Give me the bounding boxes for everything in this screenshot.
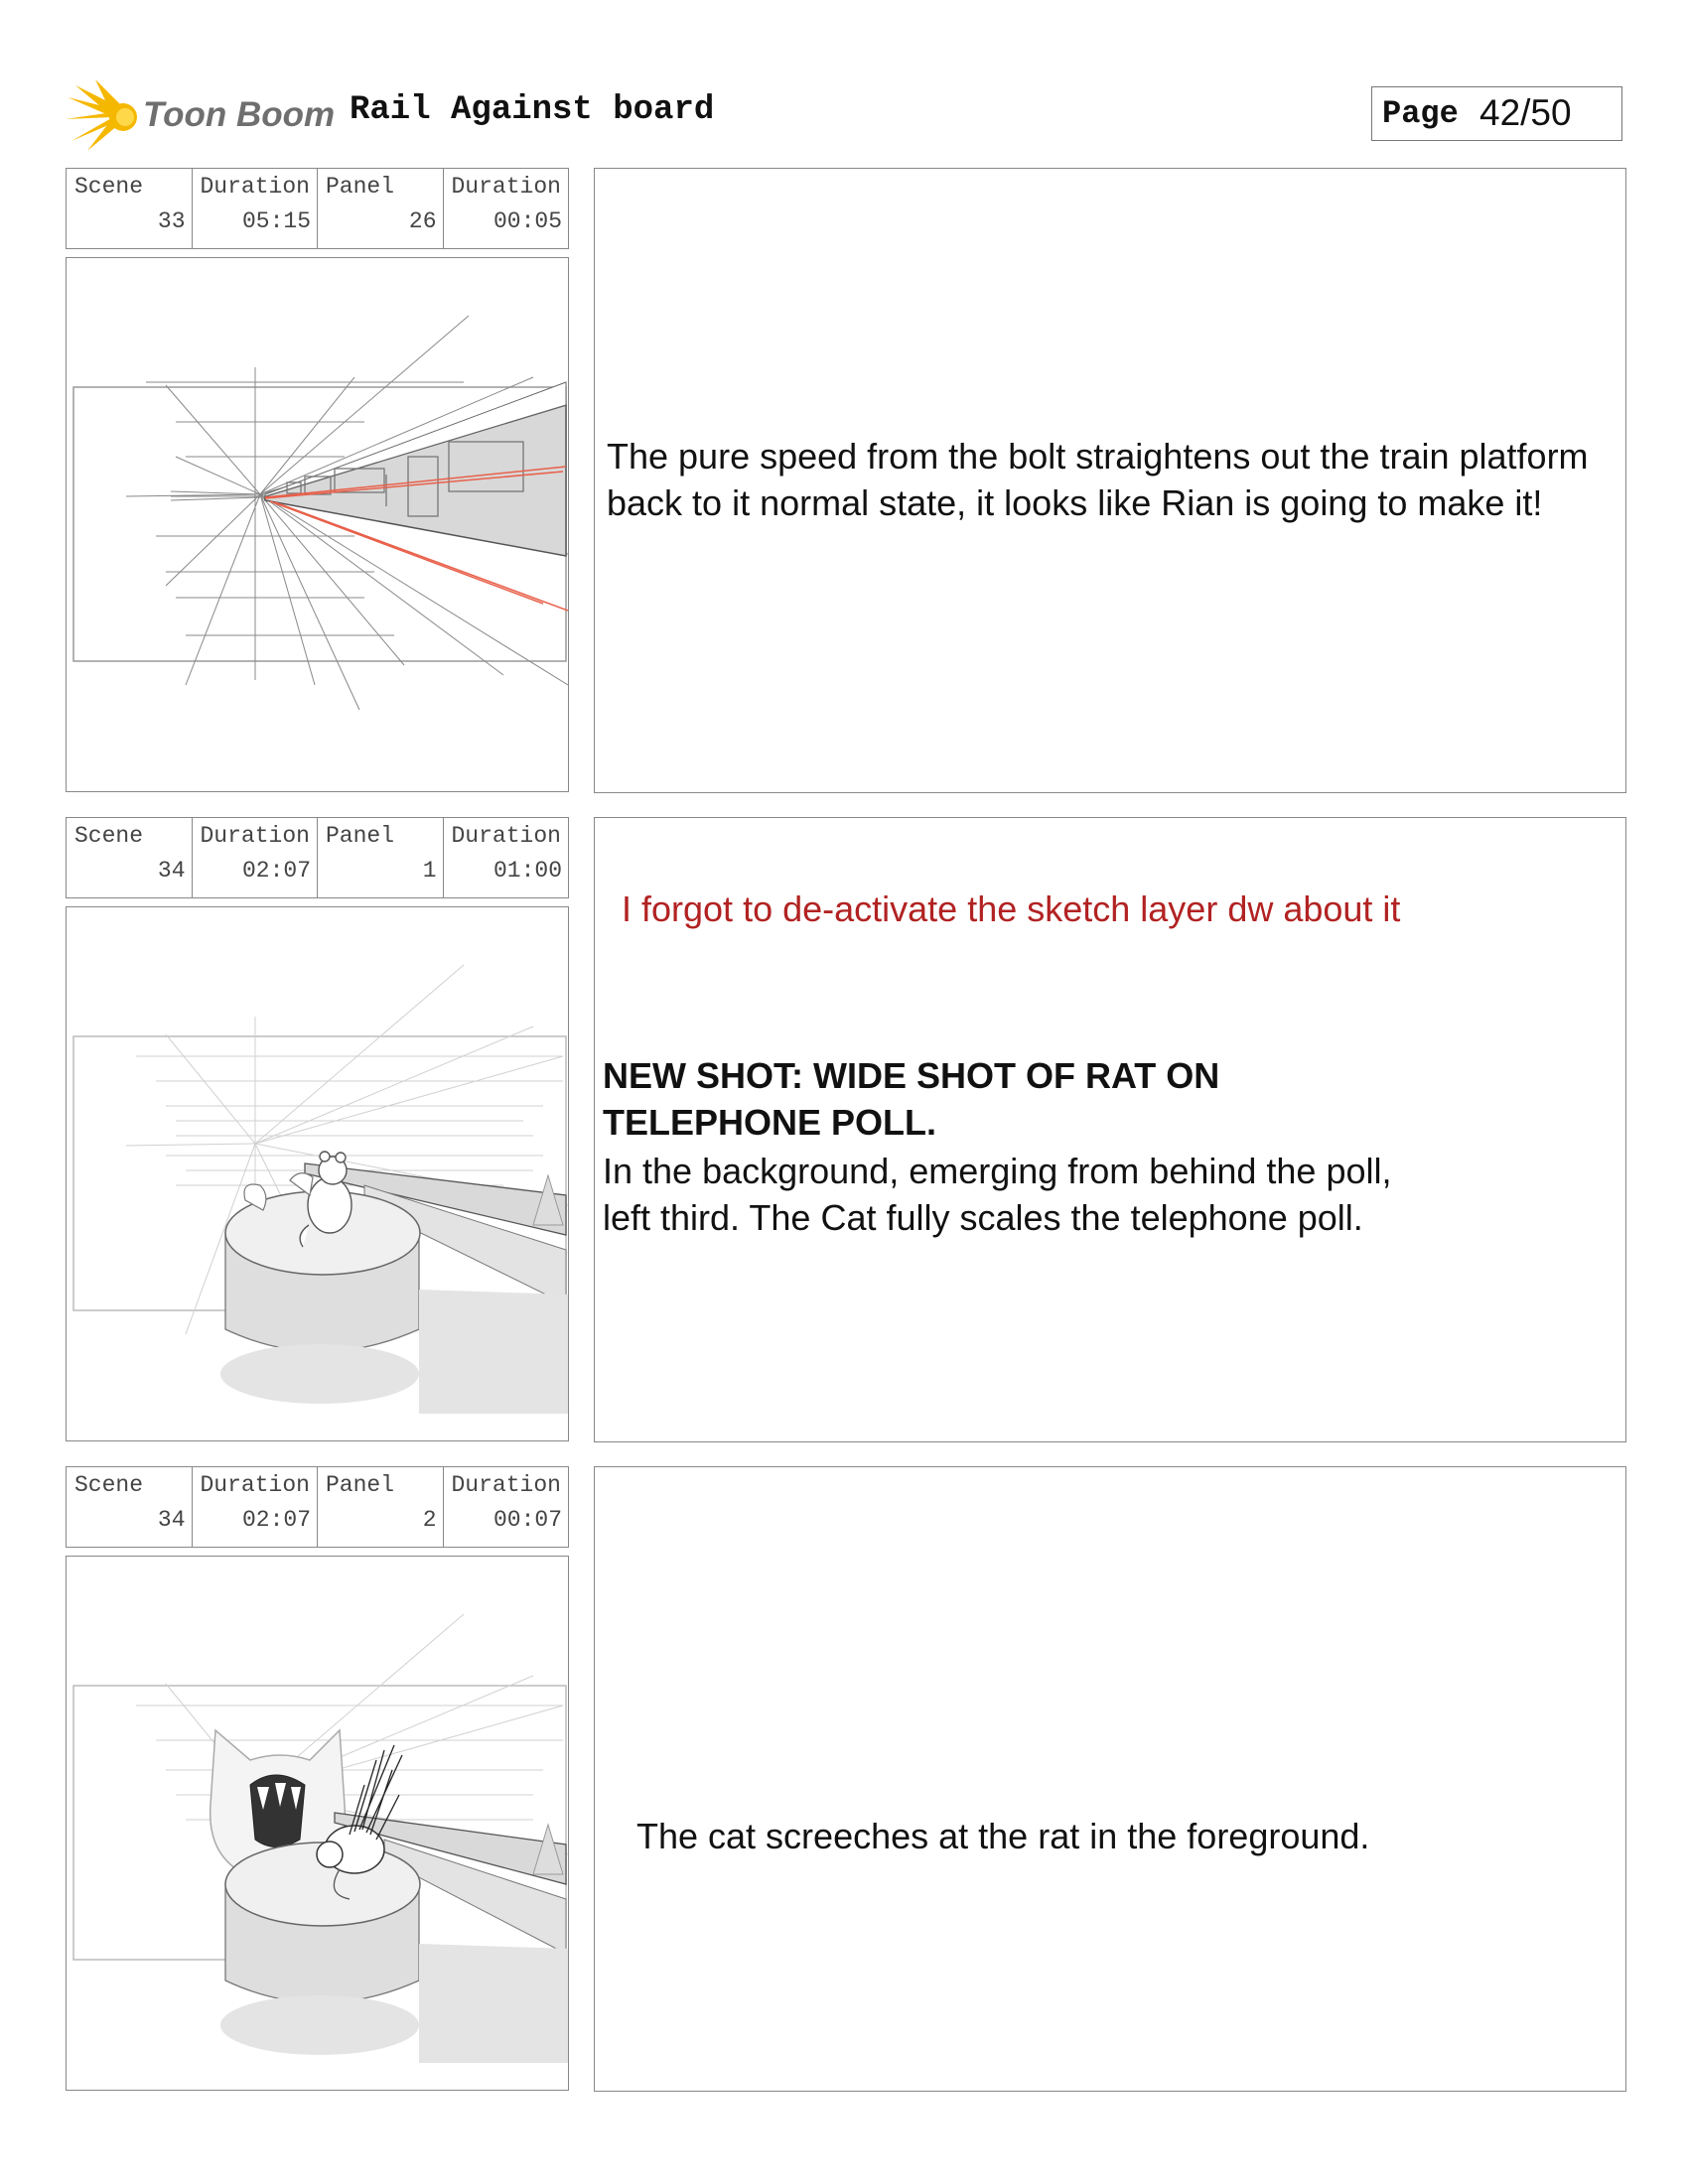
scene-number: 33 [157, 208, 186, 234]
panel-duration-cell [444, 1467, 569, 1547]
panel-info-table [66, 1466, 569, 1548]
page-label: Page [1382, 95, 1459, 132]
logo-text: Toon Boom [143, 95, 336, 134]
panel-duration: 00:05 [492, 208, 562, 234]
panel-number: 1 [422, 858, 437, 884]
scene-duration-cell [193, 169, 319, 248]
panel-cell [318, 169, 444, 248]
rat-on-pole-sketch [67, 907, 569, 1441]
panel-number: 2 [422, 1507, 437, 1533]
panel-number: 26 [408, 208, 437, 234]
toon-boom-logo [66, 79, 334, 155]
panel-label: Panel [326, 823, 395, 849]
logo-star-icon [66, 79, 145, 155]
scene-duration: 02:07 [241, 858, 311, 884]
action-description: The pure speed from the bolt straightens out the train platform back to it normal state, it looks like Rian is going to make it! [607, 436, 1589, 523]
scene-duration-cell [193, 1467, 319, 1547]
panel-info-table [66, 168, 569, 249]
scene-duration: 02:07 [241, 1507, 311, 1533]
duration-label: Duration [200, 1472, 310, 1498]
duration-label: Duration [451, 1472, 561, 1498]
action-description: In the background, emerging from behind the poll, left third. The Cat fully scales the telephone poll. [603, 1151, 1392, 1238]
scene-label: Scene [74, 1472, 144, 1498]
scene-cell [67, 1467, 193, 1547]
description-box-2 [594, 817, 1626, 1442]
panel-cell [318, 818, 444, 897]
storyboard-frame-1 [66, 257, 569, 792]
panel-duration: 00:07 [492, 1507, 562, 1533]
description-box-1 [594, 168, 1626, 793]
scene-number: 34 [157, 1507, 186, 1533]
scene-cell [67, 169, 193, 248]
panel-duration-cell [444, 169, 569, 248]
panel-label: Panel [326, 1472, 395, 1498]
cat-screech-sketch [67, 1557, 569, 2091]
panel-duration: 01:00 [492, 858, 562, 884]
page-indicator [1371, 86, 1622, 141]
duration-label: Duration [200, 174, 310, 200]
panel-cell [318, 1467, 444, 1547]
train-platform-sketch [67, 258, 569, 792]
panel-label: Panel [326, 174, 395, 200]
duration-label: Duration [200, 823, 310, 849]
scene-number: 34 [157, 858, 186, 884]
page-number: 42/50 [1479, 92, 1572, 133]
storyboard-frame-2 [66, 906, 569, 1441]
scene-cell [67, 818, 193, 897]
scene-label: Scene [74, 823, 144, 849]
shot-heading: NEW SHOT: WIDE SHOT OF RAT ON TELEPHONE POLL. [603, 1055, 1220, 1143]
duration-label: Duration [451, 823, 561, 849]
scene-label: Scene [74, 174, 144, 200]
scene-duration-cell [193, 818, 319, 897]
sketch-layer-note: I forgot to de-activate the sketch layer dw about it [622, 888, 1401, 929]
panel-duration-cell [444, 818, 569, 897]
storyboard-frame-3 [66, 1556, 569, 2091]
duration-label: Duration [451, 174, 561, 200]
board-title: Rail Against board [350, 91, 715, 129]
panel-info-table [66, 817, 569, 898]
description-box-3 [594, 1466, 1626, 2092]
action-description: The cat screeches at the rat in the foreground. [636, 1816, 1370, 1856]
scene-duration: 05:15 [241, 208, 311, 234]
